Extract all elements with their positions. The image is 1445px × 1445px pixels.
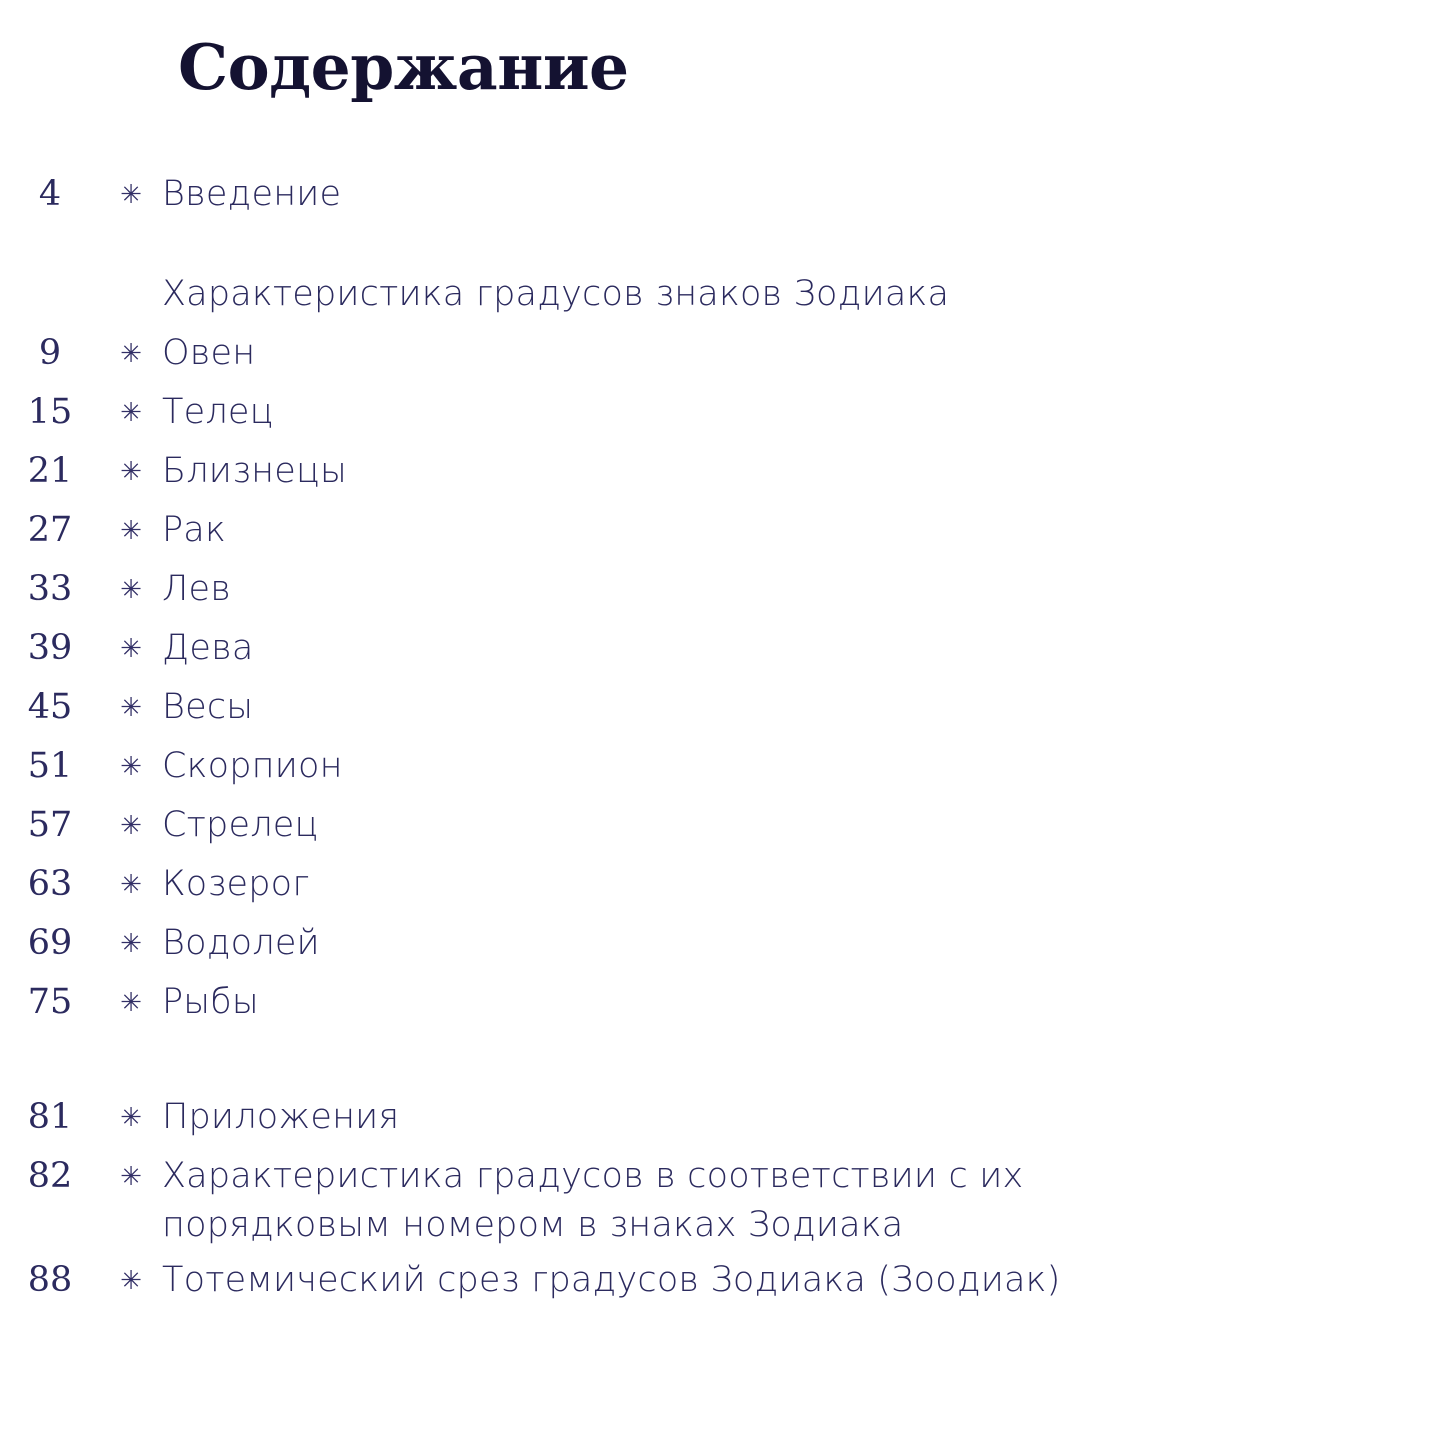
toc-entry-scorpio[interactable] <box>0 744 1445 803</box>
toc-page-number: 88 <box>27 1260 73 1300</box>
toc-page-number: 45 <box>27 687 73 727</box>
toc-entry-label: Введение <box>162 174 342 214</box>
asterisk-star-bullet-icon: ✳ <box>120 929 142 959</box>
toc-page-number: 63 <box>27 864 73 904</box>
toc-entry-label-line1: Характеристика градусов в соответствии с их <box>162 1156 1024 1196</box>
toc-entry-label: Приложения <box>162 1097 400 1137</box>
toc-entry-appendices[interactable] <box>0 1095 1445 1154</box>
asterisk-star-bullet-icon: ✳ <box>120 693 142 723</box>
toc-entry-degrees-by-ordinal[interactable] <box>0 1154 1445 1258</box>
asterisk-star-bullet-icon: ✳ <box>120 634 142 664</box>
toc-entry-virgo[interactable] <box>0 626 1445 685</box>
toc-page-number: 57 <box>27 805 73 845</box>
toc-entry-label: Стрелец <box>162 805 319 845</box>
asterisk-star-bullet-icon: ✳ <box>120 752 142 782</box>
asterisk-star-bullet-icon: ✳ <box>120 339 142 369</box>
toc-entry-pisces[interactable] <box>0 980 1445 1039</box>
toc-entry-label: Телец <box>162 392 274 432</box>
asterisk-star-bullet-icon: ✳ <box>120 811 142 841</box>
asterisk-star-bullet-icon: ✳ <box>120 1103 142 1133</box>
toc-entry-label: Лев <box>162 569 231 609</box>
toc-entry-gemini[interactable] <box>0 449 1445 508</box>
toc-entry-label: Скорпион <box>162 746 343 786</box>
toc-entry-label: Овен <box>162 333 256 373</box>
toc-entry-label: Дева <box>162 628 254 668</box>
toc-page-number: 33 <box>27 569 73 609</box>
toc-entry-label: Весы <box>162 687 254 727</box>
toc-page-number: 82 <box>27 1156 73 1196</box>
toc-entry-sagittarius[interactable] <box>0 803 1445 862</box>
toc-section-header-label: Характеристика градусов знаков Зодиака <box>162 274 950 314</box>
toc-page-number: 69 <box>27 923 73 963</box>
section-spacer <box>0 231 1445 272</box>
toc-entry-label: Козерог <box>162 864 310 904</box>
toc-entry-totemic-zodiac[interactable] <box>0 1258 1445 1317</box>
toc-entry-label-line2: порядковым номером в знаках Зодиака <box>162 1205 904 1245</box>
asterisk-star-bullet-icon: ✳ <box>120 180 142 210</box>
toc-entry-capricorn[interactable] <box>0 862 1445 921</box>
page-title: Содержание <box>178 30 629 104</box>
toc-entry-label: Водолей <box>162 923 320 963</box>
toc-page-number: 21 <box>27 451 73 491</box>
appendix-spacer <box>0 1039 1445 1095</box>
toc-entry-aquarius[interactable] <box>0 921 1445 980</box>
asterisk-star-bullet-icon: ✳ <box>120 575 142 605</box>
table-of-contents-list <box>0 172 1445 1317</box>
asterisk-star-bullet-icon: ✳ <box>120 457 142 487</box>
toc-entry-libra[interactable] <box>0 685 1445 744</box>
toc-entry-taurus[interactable] <box>0 390 1445 449</box>
toc-entry-cancer[interactable] <box>0 508 1445 567</box>
toc-entry-label: Рыбы <box>162 982 259 1022</box>
toc-page-number: 81 <box>27 1097 73 1137</box>
toc-entry-label <box>162 1154 1445 1247</box>
toc-page-number: 27 <box>27 510 73 550</box>
toc-page-number: 15 <box>27 392 73 432</box>
toc-entry-label: Близнецы <box>162 451 347 491</box>
toc-page-number: 39 <box>27 628 73 668</box>
asterisk-star-bullet-icon: ✳ <box>120 870 142 900</box>
toc-page-number: 75 <box>27 982 73 1022</box>
asterisk-star-bullet-icon: ✳ <box>120 398 142 428</box>
toc-section-header-zodiac-degrees <box>0 272 1445 331</box>
toc-entry-label: Рак <box>162 510 226 550</box>
toc-page-number: 4 <box>38 174 62 214</box>
toc-page-number: 51 <box>27 746 73 786</box>
toc-entry-introduction[interactable] <box>0 172 1445 231</box>
asterisk-star-bullet-icon: ✳ <box>120 516 142 546</box>
toc-entry-aries[interactable] <box>0 331 1445 390</box>
toc-entry-leo[interactable] <box>0 567 1445 626</box>
asterisk-star-bullet-icon: ✳ <box>120 1266 142 1296</box>
toc-entry-label: Тотемический срез градусов Зодиака (Зоодиак) <box>162 1260 1061 1300</box>
asterisk-star-bullet-icon: ✳ <box>120 1162 142 1192</box>
asterisk-star-bullet-icon: ✳ <box>120 988 142 1018</box>
toc-page-number: 9 <box>38 333 62 373</box>
